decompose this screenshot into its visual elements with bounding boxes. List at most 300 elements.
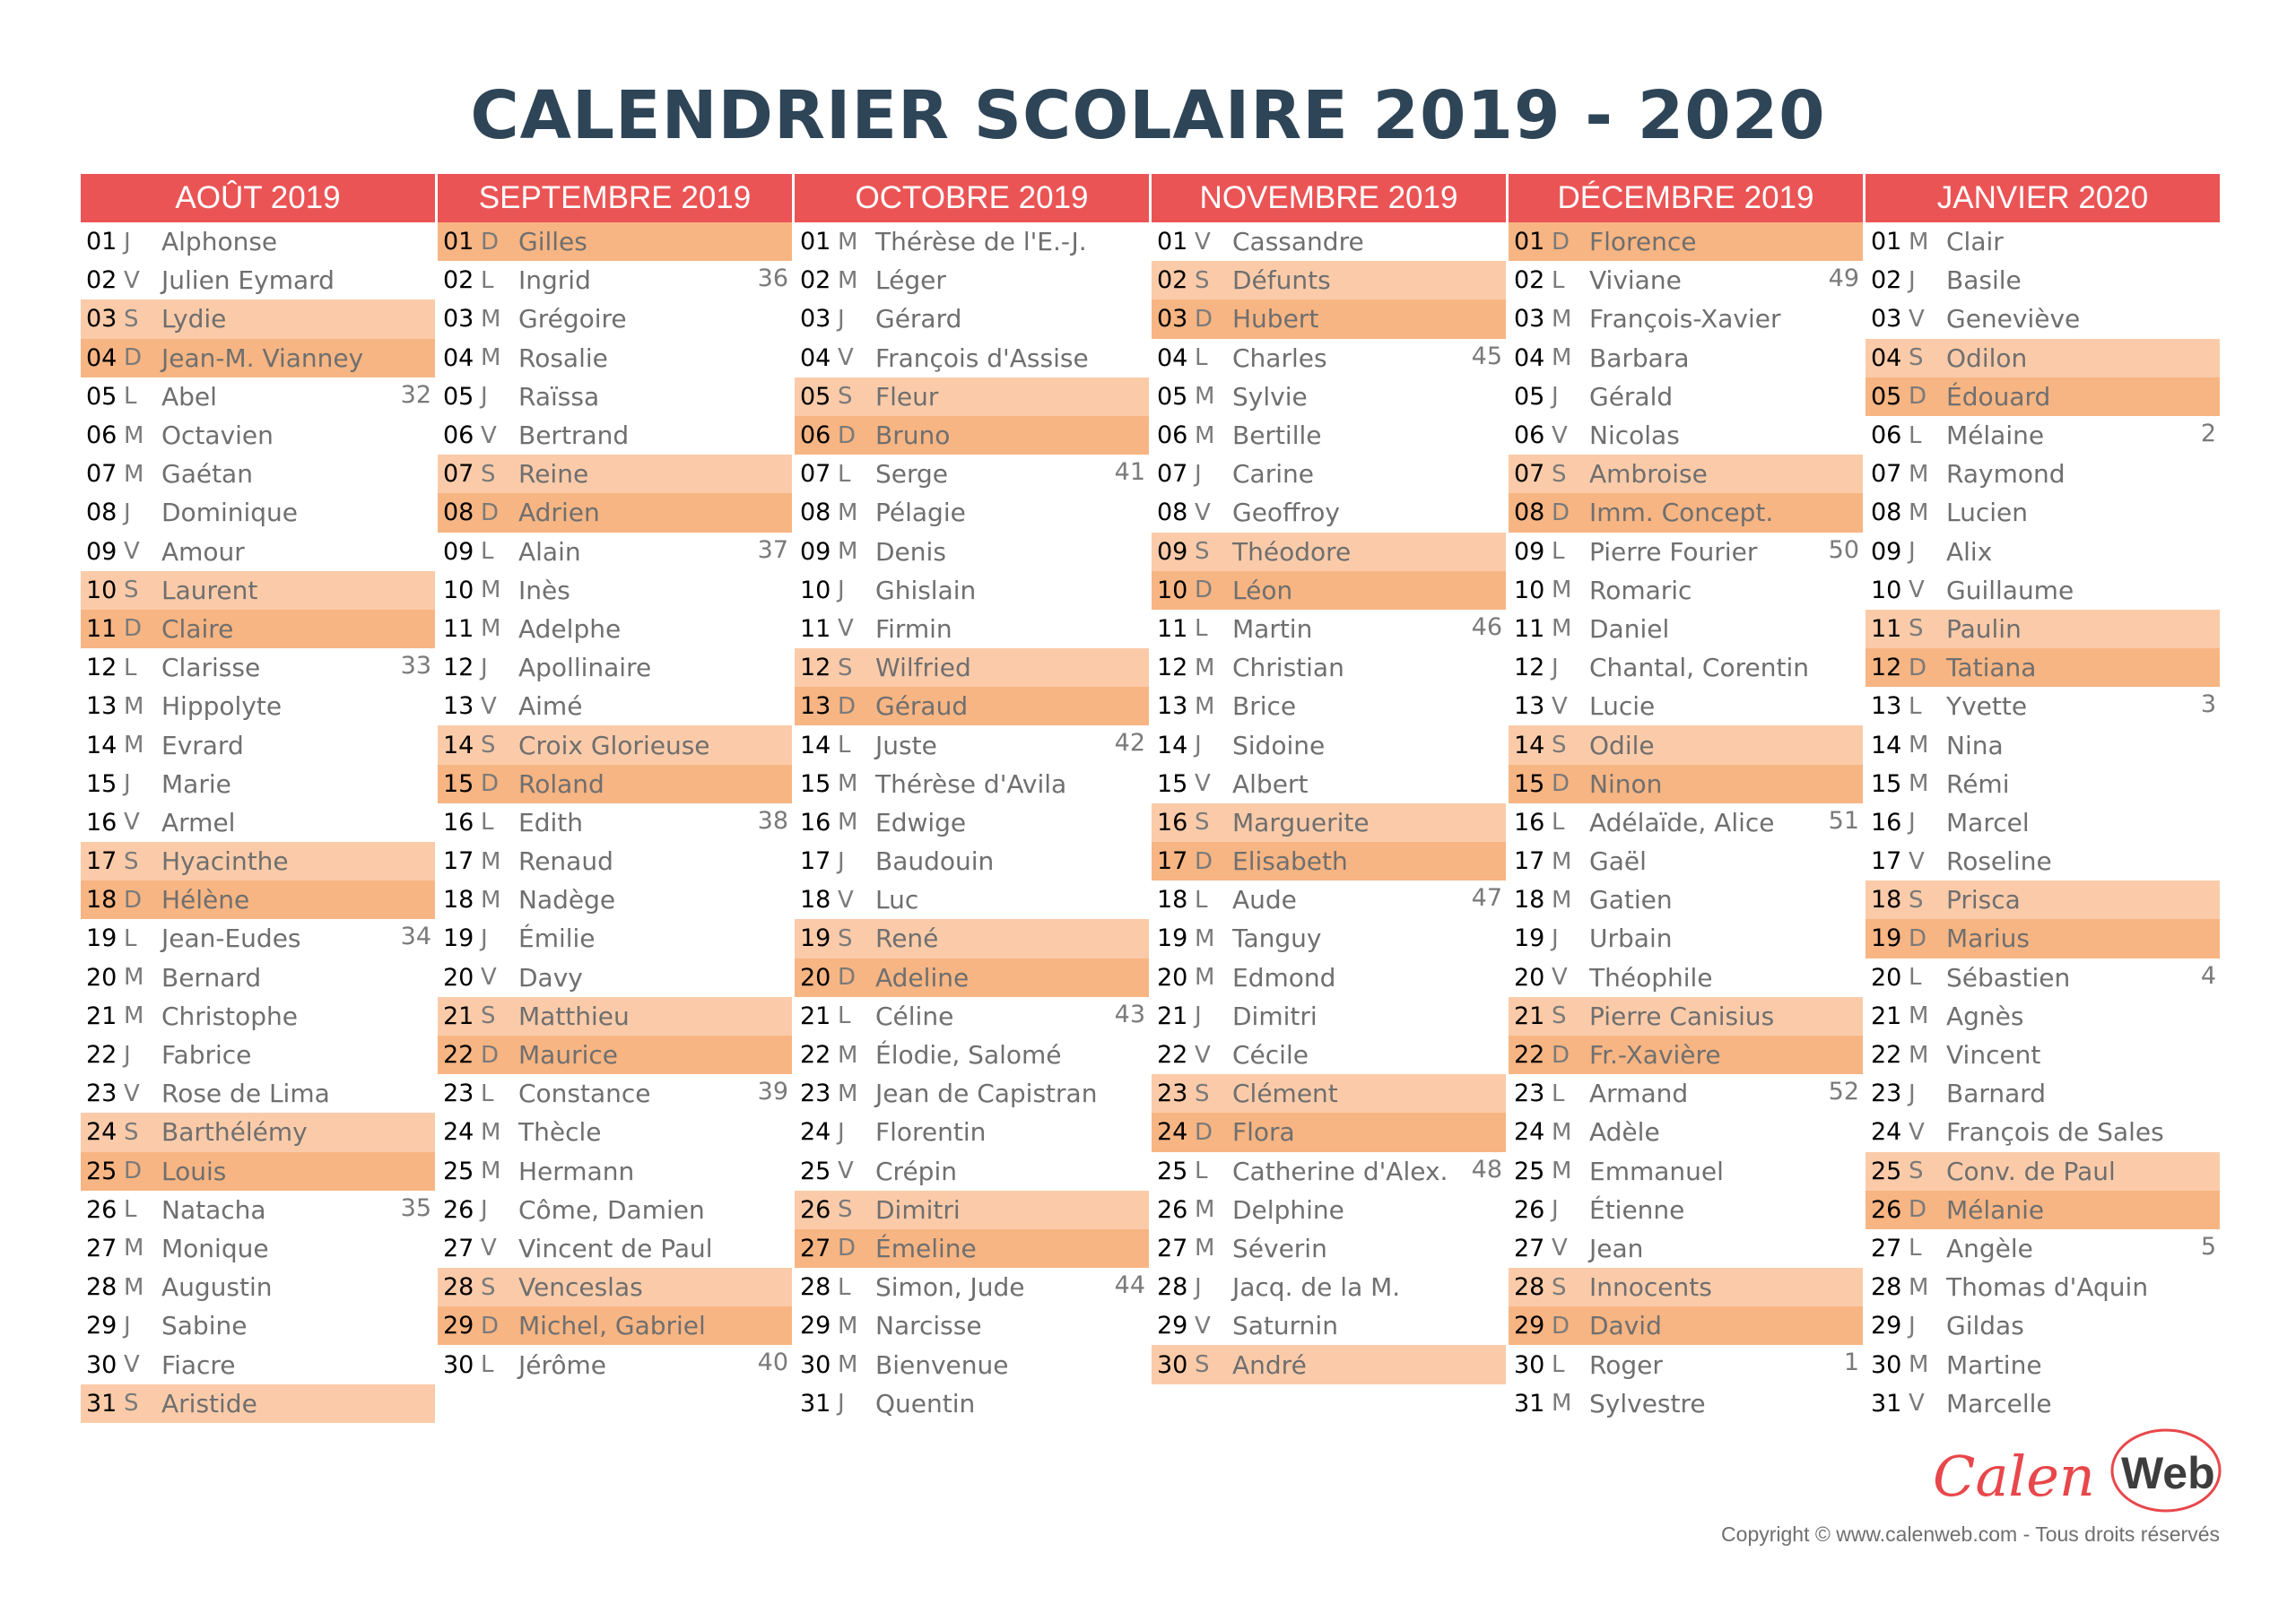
week-number: 41 bbox=[1114, 458, 1145, 487]
day-row bbox=[81, 222, 435, 261]
day-number: 18 bbox=[1871, 886, 1902, 915]
day-number: 12 bbox=[800, 654, 831, 682]
saint-name: François de Sales bbox=[1946, 1117, 2164, 1148]
day-number: 26 bbox=[443, 1195, 474, 1224]
weekday-letter: M bbox=[1909, 460, 1929, 488]
weekday-letter: D bbox=[1195, 847, 1213, 875]
day-number: 06 bbox=[1514, 421, 1545, 450]
month-column bbox=[1509, 174, 1866, 1423]
saint-name: Côme, Damien bbox=[518, 1194, 705, 1225]
weekday-letter: D bbox=[481, 770, 500, 798]
saint-name: Venceslas bbox=[518, 1272, 643, 1303]
day-row bbox=[438, 493, 792, 532]
day-row bbox=[81, 1074, 435, 1113]
saint-name: Charles bbox=[1232, 343, 1327, 373]
day-row bbox=[1866, 842, 2220, 880]
weekday-letter: S bbox=[1552, 732, 1567, 759]
weekday-letter: J bbox=[1552, 654, 1559, 681]
weekday-letter: J bbox=[1909, 538, 1916, 566]
saint-name: Paulin bbox=[1946, 613, 2022, 644]
day-number: 14 bbox=[1871, 731, 1902, 759]
day-row bbox=[438, 533, 792, 571]
day-row bbox=[1152, 533, 1506, 571]
day-number: 24 bbox=[443, 1118, 474, 1147]
day-number: 22 bbox=[86, 1041, 117, 1070]
saint-name: Hubert bbox=[1232, 304, 1319, 334]
day-row bbox=[1509, 416, 1863, 455]
weekday-letter: M bbox=[124, 1235, 144, 1262]
day-number: 29 bbox=[1871, 1312, 1902, 1340]
weekday-letter: V bbox=[1552, 421, 1568, 449]
weekday-letter: V bbox=[1552, 692, 1568, 720]
weekday-letter: M bbox=[481, 577, 501, 604]
day-row bbox=[1509, 1345, 1863, 1383]
weekday-letter: D bbox=[838, 964, 857, 992]
day-number: 01 bbox=[443, 228, 474, 256]
day-row bbox=[1509, 1113, 1863, 1151]
saint-name: Catherine d'Alex. bbox=[1232, 1156, 1448, 1186]
day-row bbox=[438, 1229, 792, 1268]
day-row bbox=[1866, 339, 2220, 377]
saint-name: Constance bbox=[518, 1079, 651, 1109]
weekday-letter: M bbox=[1195, 964, 1215, 992]
weekday-letter: M bbox=[1552, 577, 1572, 604]
weekday-letter: D bbox=[124, 1158, 143, 1185]
weekday-letter: L bbox=[1552, 266, 1565, 294]
weekday-letter: S bbox=[838, 383, 853, 411]
saint-name: Aristide bbox=[161, 1388, 257, 1418]
weekday-letter: D bbox=[481, 1041, 500, 1069]
saint-name: Barthélémy bbox=[161, 1117, 308, 1148]
weekday-letter: M bbox=[124, 421, 144, 449]
day-row bbox=[1509, 725, 1863, 764]
weekday-letter: J bbox=[1909, 809, 1916, 837]
day-number: 17 bbox=[1514, 847, 1545, 876]
day-row bbox=[1152, 1229, 1506, 1268]
day-row bbox=[81, 725, 435, 764]
weekday-letter: V bbox=[1195, 770, 1211, 798]
month-header: OCTOBRE 2019 bbox=[795, 174, 1149, 222]
day-number: 18 bbox=[443, 886, 474, 915]
weekday-letter: M bbox=[1195, 654, 1215, 681]
day-row bbox=[795, 1306, 1149, 1345]
saint-name: Étienne bbox=[1589, 1194, 1685, 1225]
saint-name: Firmin bbox=[875, 613, 952, 644]
weekday-letter: M bbox=[1909, 228, 1929, 256]
day-number: 10 bbox=[86, 576, 117, 604]
day-number: 27 bbox=[800, 1234, 831, 1262]
day-row bbox=[1509, 610, 1863, 648]
month-column bbox=[81, 174, 438, 1423]
day-number: 29 bbox=[443, 1312, 474, 1340]
saint-name: Reine bbox=[518, 459, 589, 490]
week-number: 45 bbox=[1471, 342, 1502, 370]
day-number: 06 bbox=[86, 421, 117, 450]
day-number: 23 bbox=[1157, 1080, 1188, 1108]
page-title: CALENDRIER SCOLAIRE 2019 - 2020 bbox=[470, 77, 1826, 154]
weekday-letter: M bbox=[481, 1158, 501, 1185]
day-row bbox=[1509, 222, 1863, 261]
weekday-letter: S bbox=[1195, 538, 1210, 566]
weekday-letter: V bbox=[124, 1351, 140, 1379]
day-number: 22 bbox=[1514, 1041, 1545, 1070]
weekday-letter: M bbox=[838, 1080, 858, 1107]
day-row bbox=[81, 842, 435, 880]
day-row bbox=[1509, 455, 1863, 493]
day-number: 25 bbox=[443, 1157, 474, 1185]
weekday-letter: M bbox=[838, 1351, 858, 1379]
weekday-letter: J bbox=[838, 577, 845, 604]
day-number: 21 bbox=[443, 1002, 474, 1030]
weekday-letter: D bbox=[1909, 654, 1927, 681]
day-row bbox=[1866, 1036, 2220, 1074]
saint-name: Prisca bbox=[1946, 885, 2021, 915]
saint-name: Michel, Gabriel bbox=[518, 1311, 706, 1341]
weekday-letter: M bbox=[1552, 344, 1572, 372]
saint-name: Serge bbox=[875, 459, 949, 490]
weekday-letter: L bbox=[1195, 615, 1208, 643]
saint-name: Émilie bbox=[518, 924, 596, 954]
saint-name: Jean-Eudes bbox=[161, 924, 301, 954]
day-number: 15 bbox=[1157, 769, 1188, 798]
weekday-letter: V bbox=[1909, 1390, 1925, 1418]
day-row bbox=[1509, 1229, 1863, 1268]
saint-name: Pierre Fourier bbox=[1589, 536, 1758, 567]
day-number: 05 bbox=[1871, 382, 1902, 411]
day-row bbox=[1509, 261, 1863, 299]
day-number: 31 bbox=[1514, 1389, 1545, 1418]
weekday-letter: M bbox=[124, 1273, 144, 1301]
day-number: 30 bbox=[800, 1350, 831, 1379]
day-number: 25 bbox=[86, 1157, 117, 1185]
day-row bbox=[1152, 339, 1506, 377]
saint-name: Roland bbox=[518, 768, 604, 799]
weekday-letter: M bbox=[1552, 1158, 1572, 1185]
day-number: 22 bbox=[800, 1041, 831, 1070]
day-row bbox=[1152, 610, 1506, 648]
weekday-letter: L bbox=[124, 1196, 137, 1224]
day-row bbox=[81, 1306, 435, 1345]
day-row bbox=[1509, 803, 1863, 842]
day-number: 22 bbox=[443, 1041, 474, 1070]
day-number: 21 bbox=[86, 1002, 117, 1030]
day-number: 02 bbox=[1871, 266, 1902, 295]
weekday-letter: S bbox=[124, 305, 139, 333]
saint-name: Quentin bbox=[875, 1388, 976, 1418]
weekday-letter: V bbox=[1552, 964, 1568, 992]
weekday-letter: D bbox=[481, 1312, 500, 1340]
weekday-letter: S bbox=[838, 654, 853, 681]
day-row bbox=[1866, 299, 2220, 338]
day-number: 03 bbox=[1514, 305, 1545, 334]
day-row bbox=[795, 455, 1149, 493]
day-row bbox=[795, 725, 1149, 764]
saint-name: Monique bbox=[161, 1233, 269, 1263]
day-number: 04 bbox=[443, 343, 474, 372]
weekday-letter: J bbox=[1552, 1196, 1559, 1224]
weekday-letter: J bbox=[1552, 383, 1559, 411]
day-number: 08 bbox=[800, 499, 831, 527]
day-row bbox=[795, 533, 1149, 571]
month-header: SEPTEMBRE 2019 bbox=[438, 174, 792, 222]
day-row bbox=[438, 261, 792, 299]
day-row bbox=[1509, 1384, 1863, 1423]
weekday-letter: S bbox=[1909, 886, 1924, 914]
weekday-letter: D bbox=[1195, 577, 1213, 604]
saint-name: Adelphe bbox=[518, 613, 622, 644]
day-row bbox=[438, 1036, 792, 1074]
saint-name: Bertille bbox=[1232, 421, 1322, 451]
day-number: 30 bbox=[1871, 1350, 1902, 1379]
day-row bbox=[438, 1074, 792, 1113]
weekday-letter: M bbox=[1552, 847, 1572, 875]
day-row bbox=[1866, 377, 2220, 416]
day-row bbox=[1509, 1152, 1863, 1191]
saint-name: Géraud bbox=[875, 691, 969, 722]
day-number: 31 bbox=[1871, 1389, 1902, 1418]
week-number: 5 bbox=[2200, 1232, 2216, 1261]
day-number: 21 bbox=[1514, 1002, 1545, 1030]
weekday-letter: V bbox=[124, 1080, 140, 1107]
weekday-letter: L bbox=[481, 266, 494, 294]
week-number: 40 bbox=[757, 1349, 788, 1377]
day-row bbox=[438, 1306, 792, 1345]
month-header: JANVIER 2020 bbox=[1866, 174, 2220, 222]
saint-name: Alphonse bbox=[161, 227, 278, 257]
day-number: 13 bbox=[1871, 692, 1902, 721]
day-row bbox=[438, 1152, 792, 1191]
saint-name: Edith bbox=[518, 807, 583, 837]
day-row bbox=[81, 648, 435, 687]
weekday-letter: M bbox=[838, 266, 858, 294]
saint-name: Bertrand bbox=[518, 421, 630, 451]
day-row bbox=[81, 299, 435, 338]
day-number: 10 bbox=[1514, 576, 1545, 604]
weekday-letter: D bbox=[1909, 1196, 1927, 1224]
weekday-letter: M bbox=[124, 964, 144, 992]
day-number: 16 bbox=[443, 808, 474, 837]
weekday-letter: J bbox=[1195, 1273, 1202, 1301]
day-row bbox=[1866, 1345, 2220, 1383]
saint-name: Rosalie bbox=[518, 343, 608, 373]
saint-name: Sabine bbox=[161, 1311, 248, 1341]
day-number: 28 bbox=[86, 1273, 117, 1302]
day-row bbox=[1866, 1152, 2220, 1191]
day-number: 11 bbox=[1514, 614, 1545, 643]
day-row bbox=[438, 958, 792, 997]
saint-name: Thomas d'Aquin bbox=[1946, 1272, 2149, 1303]
weekday-letter: J bbox=[838, 1118, 845, 1146]
day-row bbox=[81, 687, 435, 725]
weekday-letter: S bbox=[481, 1002, 496, 1030]
saint-name: Geneviève bbox=[1946, 304, 2081, 334]
saint-name: Laurent bbox=[161, 575, 258, 605]
saint-name: Cassandre bbox=[1232, 227, 1364, 257]
day-row bbox=[438, 765, 792, 803]
weekday-letter: M bbox=[1909, 770, 1929, 798]
day-number: 13 bbox=[1514, 692, 1545, 721]
day-number: 09 bbox=[443, 537, 474, 566]
saint-name: Amour bbox=[161, 536, 245, 567]
day-row bbox=[1866, 416, 2220, 455]
saint-name: Wilfried bbox=[875, 653, 971, 683]
day-number: 09 bbox=[1157, 537, 1188, 566]
day-row bbox=[795, 1191, 1149, 1229]
saint-name: Aude bbox=[1232, 885, 1297, 915]
day-row bbox=[1152, 1074, 1506, 1113]
week-number: 4 bbox=[2200, 961, 2216, 990]
weekday-letter: L bbox=[1909, 964, 1922, 992]
week-number: 43 bbox=[1114, 1000, 1145, 1028]
saint-name: Daniel bbox=[1589, 613, 1670, 644]
day-row bbox=[1866, 610, 2220, 648]
day-row bbox=[1866, 648, 2220, 687]
day-number: 31 bbox=[86, 1389, 117, 1418]
saint-name: Clarisse bbox=[161, 653, 261, 683]
day-row bbox=[438, 1191, 792, 1229]
saint-name: Hyacinthe bbox=[161, 846, 289, 877]
day-number: 02 bbox=[1514, 266, 1545, 295]
saint-name: Hélène bbox=[161, 885, 250, 915]
day-row bbox=[795, 416, 1149, 455]
day-number: 13 bbox=[443, 692, 474, 721]
day-row bbox=[1866, 1074, 2220, 1113]
weekday-letter: M bbox=[1552, 615, 1572, 643]
day-row bbox=[438, 339, 792, 377]
day-row bbox=[438, 571, 792, 610]
saint-name: Gatien bbox=[1589, 885, 1673, 915]
day-row bbox=[81, 261, 435, 299]
weekday-letter: L bbox=[1909, 692, 1922, 720]
weekday-letter: L bbox=[1909, 421, 1922, 449]
day-row bbox=[1866, 919, 2220, 958]
saint-name: Jacq. de la M. bbox=[1232, 1272, 1401, 1303]
saint-name: David bbox=[1589, 1311, 1662, 1341]
day-number: 14 bbox=[800, 731, 831, 759]
saint-name: Abel bbox=[161, 381, 217, 412]
day-row bbox=[1866, 455, 2220, 493]
day-number: 04 bbox=[1157, 343, 1188, 372]
saint-name: Emmanuel bbox=[1589, 1156, 1724, 1186]
day-number: 13 bbox=[800, 692, 831, 721]
day-row bbox=[1152, 299, 1506, 338]
day-number: 10 bbox=[800, 576, 831, 604]
saint-name: Martin bbox=[1232, 613, 1313, 644]
saint-name: Jean-M. Vianney bbox=[161, 343, 364, 373]
day-row bbox=[1152, 222, 1506, 261]
weekday-letter: L bbox=[481, 809, 494, 837]
weekday-letter: L bbox=[481, 1080, 494, 1107]
day-row bbox=[1152, 1036, 1506, 1074]
saint-name: Narcisse bbox=[875, 1311, 982, 1341]
saint-name: Lucie bbox=[1589, 691, 1656, 722]
weekday-letter: L bbox=[124, 924, 137, 952]
weekday-letter: L bbox=[1552, 538, 1565, 566]
day-row bbox=[1866, 1306, 2220, 1345]
weekday-letter: M bbox=[481, 847, 501, 875]
day-number: 17 bbox=[1871, 847, 1902, 876]
day-row bbox=[81, 493, 435, 532]
day-row bbox=[438, 1268, 792, 1306]
day-number: 13 bbox=[86, 692, 117, 721]
saint-name: Rose de Lima bbox=[161, 1079, 330, 1109]
saint-name: Croix Glorieuse bbox=[518, 730, 710, 760]
saint-name: François-Xavier bbox=[1589, 304, 1781, 334]
day-number: 02 bbox=[1157, 266, 1188, 295]
saint-name: Denis bbox=[875, 536, 946, 567]
day-row bbox=[81, 1191, 435, 1229]
day-row bbox=[81, 1113, 435, 1151]
day-number: 27 bbox=[1157, 1234, 1188, 1262]
logo-bold-text: Web bbox=[2121, 1448, 2215, 1498]
weekday-letter: S bbox=[481, 732, 496, 759]
weekday-letter: M bbox=[838, 499, 858, 526]
saint-name: Apollinaire bbox=[518, 653, 652, 683]
weekday-letter: V bbox=[481, 1235, 497, 1262]
day-number: 09 bbox=[1514, 537, 1545, 566]
saint-name: Fabrice bbox=[161, 1040, 252, 1071]
month-column bbox=[1152, 174, 1509, 1423]
week-number: 51 bbox=[1828, 806, 1859, 835]
day-row bbox=[795, 1268, 1149, 1306]
day-number: 08 bbox=[86, 499, 117, 527]
day-number: 20 bbox=[86, 963, 117, 992]
day-number: 09 bbox=[1871, 537, 1902, 566]
day-row bbox=[438, 725, 792, 764]
weekday-letter: M bbox=[1195, 692, 1215, 720]
day-row bbox=[795, 261, 1149, 299]
saint-name: Nicolas bbox=[1589, 421, 1680, 451]
week-number: 3 bbox=[2200, 690, 2216, 719]
weekday-letter: V bbox=[481, 692, 497, 720]
saint-name: Sidoine bbox=[1232, 730, 1326, 760]
weekday-letter: D bbox=[124, 886, 143, 914]
weekday-letter: J bbox=[838, 847, 845, 875]
weekday-letter: M bbox=[124, 692, 144, 720]
day-number: 23 bbox=[800, 1080, 831, 1108]
weekday-letter: M bbox=[1909, 1002, 1929, 1030]
saint-name: Viviane bbox=[1589, 265, 1682, 296]
weekday-letter: M bbox=[838, 1041, 858, 1069]
day-number: 07 bbox=[1871, 460, 1902, 489]
weekday-letter: V bbox=[1909, 577, 1925, 604]
weekday-letter: L bbox=[838, 732, 851, 759]
day-number: 11 bbox=[443, 614, 474, 643]
day-number: 24 bbox=[1514, 1118, 1545, 1147]
day-number: 28 bbox=[1514, 1273, 1545, 1302]
saint-name: Rémi bbox=[1946, 768, 2010, 799]
saint-name: Vincent bbox=[1946, 1040, 2041, 1071]
weekday-letter: S bbox=[1195, 1351, 1210, 1379]
day-number: 01 bbox=[1157, 228, 1188, 256]
day-row bbox=[1152, 1268, 1506, 1306]
saint-name: Baudouin bbox=[875, 846, 995, 877]
weekday-letter: S bbox=[124, 1118, 139, 1146]
saint-name: Florentin bbox=[875, 1117, 987, 1148]
day-number: 18 bbox=[1157, 886, 1188, 915]
weekday-letter: J bbox=[124, 499, 131, 526]
weekday-letter: S bbox=[1552, 1002, 1567, 1030]
day-row bbox=[795, 1229, 1149, 1268]
day-row bbox=[795, 842, 1149, 880]
weekday-letter: S bbox=[1552, 1273, 1567, 1301]
day-number: 25 bbox=[1514, 1157, 1545, 1185]
weekday-letter: M bbox=[1909, 1273, 1929, 1301]
weekday-letter: M bbox=[1195, 383, 1215, 411]
day-number: 09 bbox=[86, 537, 117, 566]
weekday-letter: L bbox=[124, 383, 137, 411]
saint-name: Bruno bbox=[875, 421, 951, 451]
